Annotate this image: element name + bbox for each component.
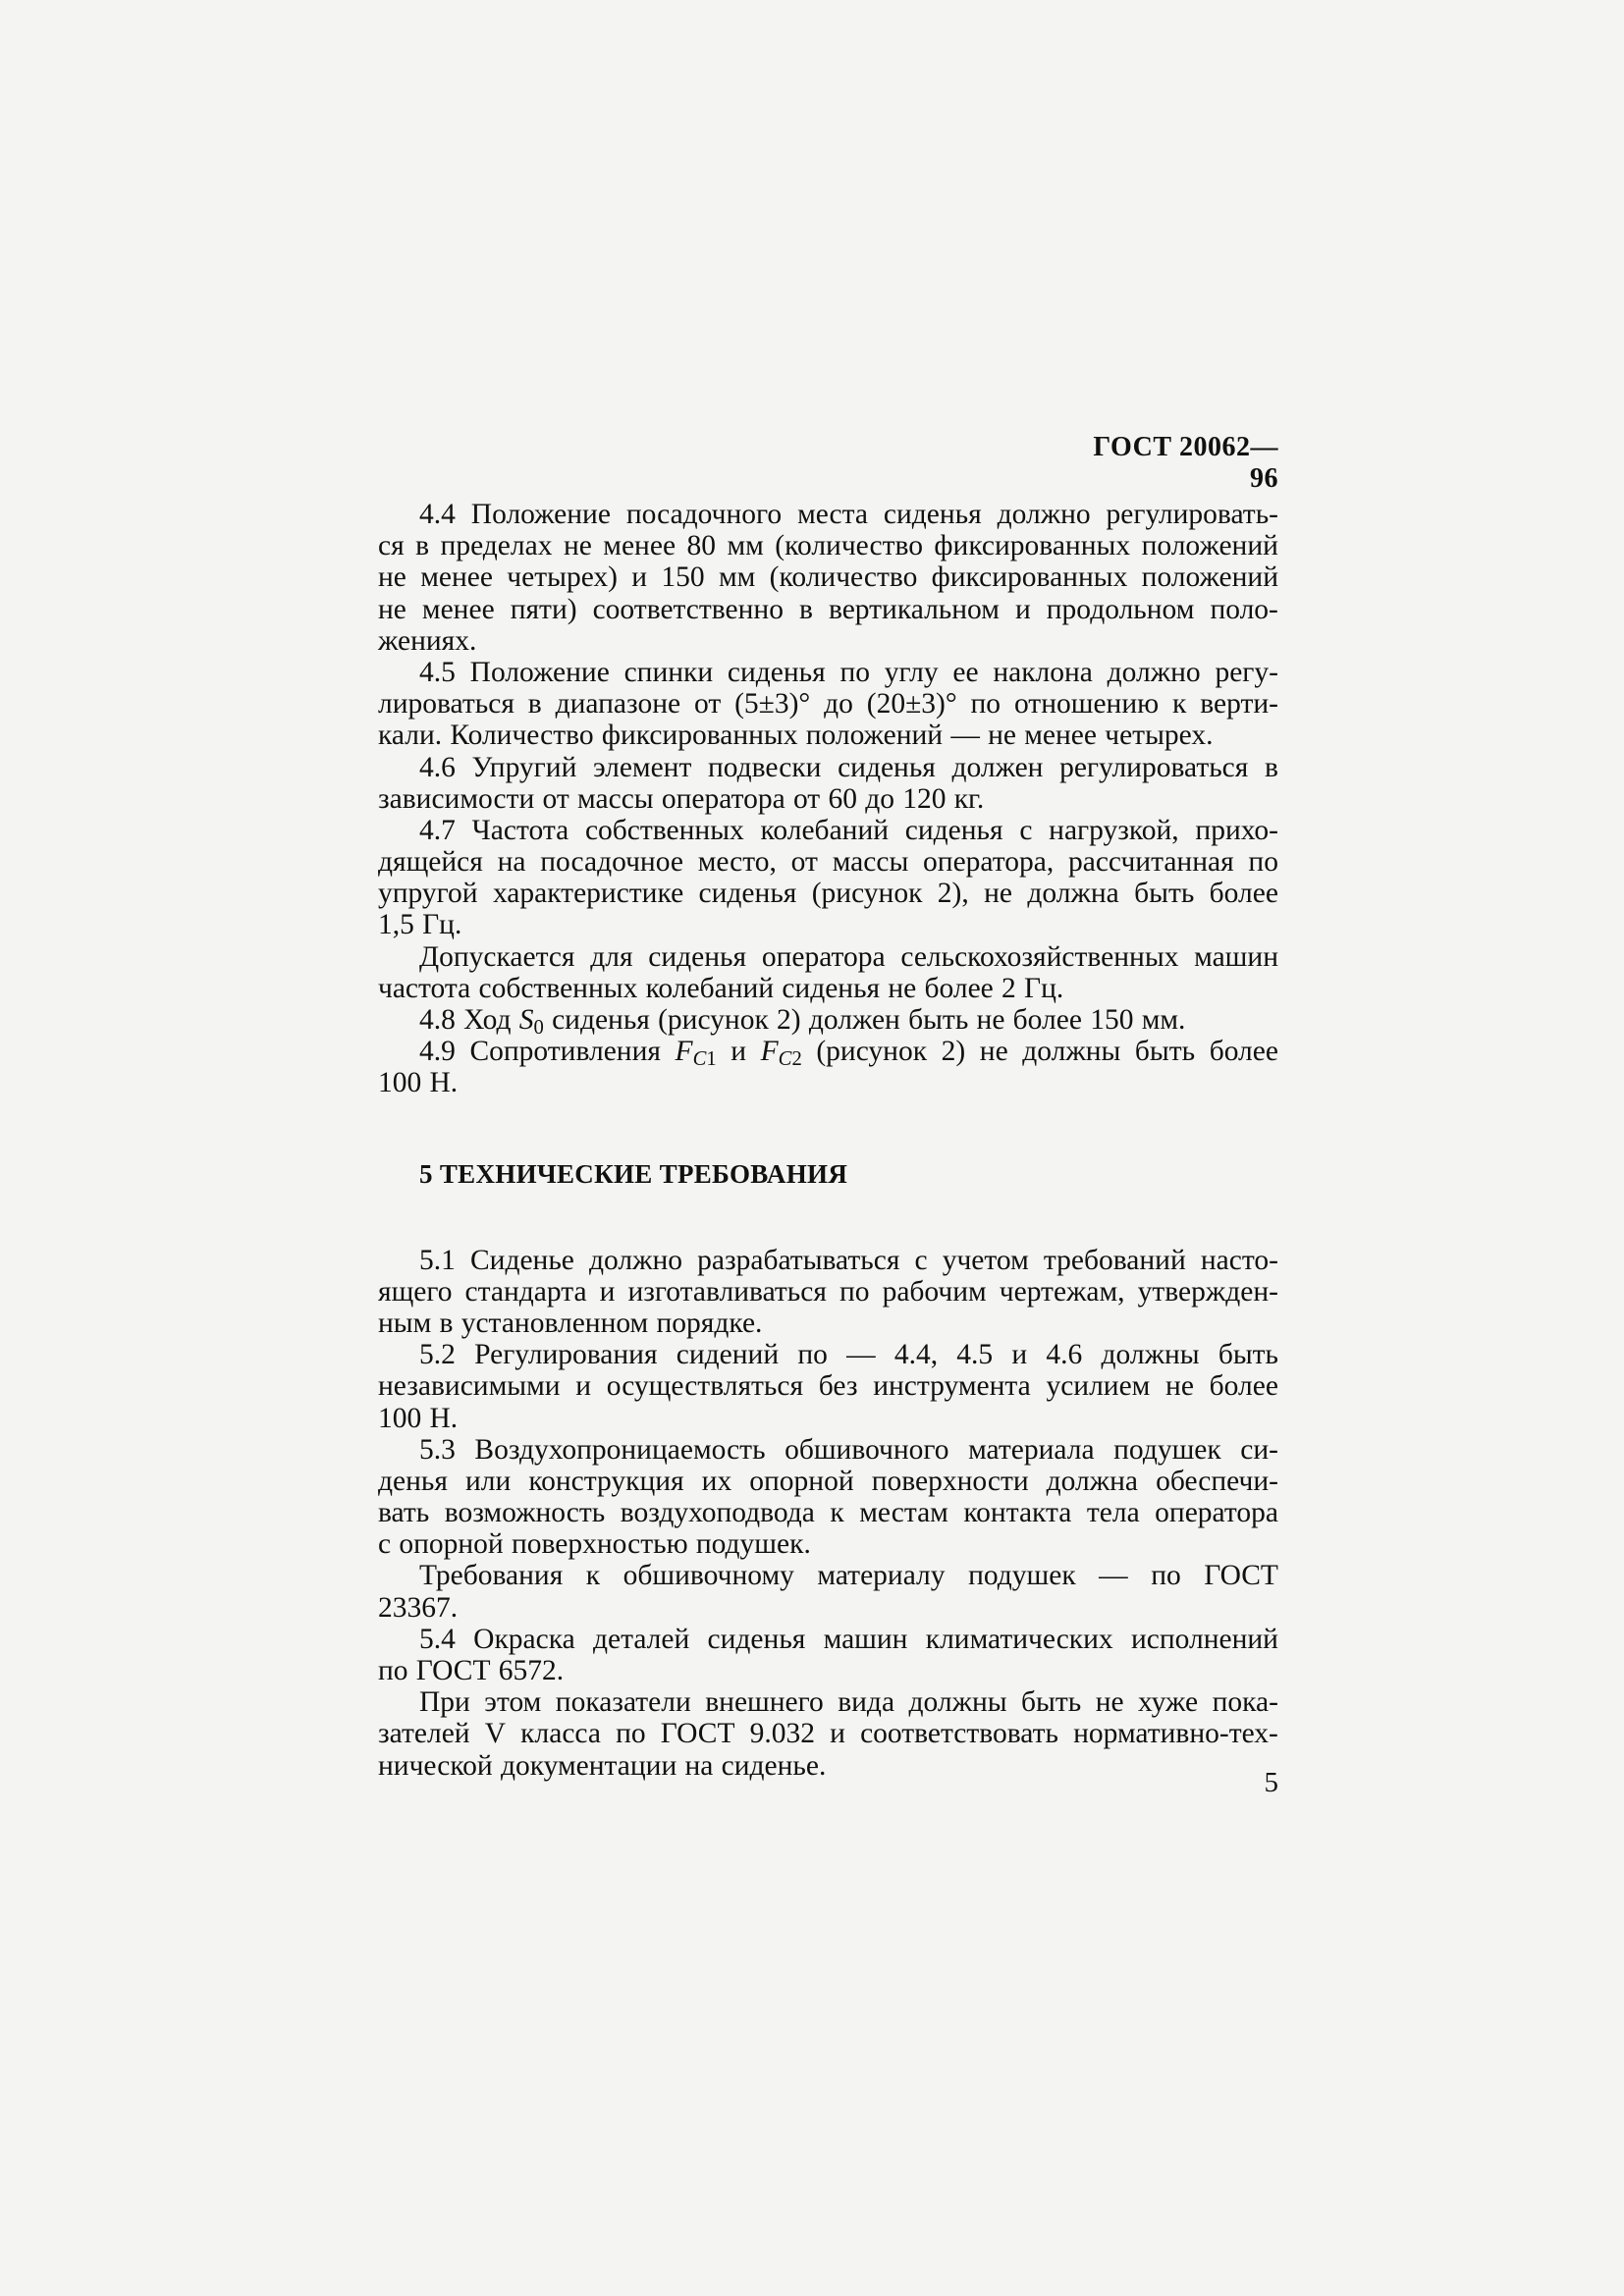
text-line: Допускается для сиденья оператора сельскохозяйственных машин xyxy=(419,940,1278,973)
document-body xyxy=(378,499,1278,1782)
page-number: 5 xyxy=(1264,1767,1278,1798)
text-line: При этом показатели внешнего вида должны быть не хуже пока- xyxy=(419,1686,1278,1719)
paragraph-p4-5 xyxy=(378,657,1278,752)
paragraph-p5-3b xyxy=(378,1560,1278,1623)
text-line: кали. Количество фиксированных положений — не менее четырех. xyxy=(378,720,1214,752)
text-line: 100 Н. xyxy=(378,1067,459,1099)
paragraph-p4-4 xyxy=(378,499,1278,657)
text-line: 5.3 Воздухопроницаемость обшивочного материала подушек си- xyxy=(419,1433,1278,1466)
paragraph-p5-2 xyxy=(378,1339,1278,1434)
text-line: 1,5 Гц. xyxy=(378,909,462,941)
text-line: 5.4 Окраска деталей сиденья машин климатических исполнений xyxy=(419,1623,1278,1655)
text-line: зателей V класса по ГОСТ 9.032 и соответствовать нормативно-тех- xyxy=(378,1718,1278,1750)
text-line: 5.2 Регулирования сидений по — 4.4, 4.5 и 4.6 должны быть xyxy=(419,1339,1278,1371)
paragraph-p5-1 xyxy=(378,1245,1278,1340)
text-line: нической документации на сиденье. xyxy=(378,1749,827,1782)
text-line: 4.4 Положение посадочного места сиденья должно регулировать- xyxy=(419,499,1278,530)
text-line: зависимости от массы оператора от 60 до 120 кг. xyxy=(378,782,985,815)
paragraph-p4-9 xyxy=(378,1036,1278,1098)
paragraph-p4-7b xyxy=(378,941,1278,1004)
paragraph-p5-4 xyxy=(378,1624,1278,1686)
text-line: ным в установленном порядке. xyxy=(378,1307,763,1339)
text-line: ся в пределах не менее 80 мм (количество фиксированных положений xyxy=(378,530,1278,562)
text-line: с опорной поверхностью подушек. xyxy=(378,1528,811,1561)
text-line: не менее четырех) и 150 мм (количество фиксированных положений xyxy=(378,561,1278,594)
paragraph-p4-7 xyxy=(378,815,1278,941)
text-line: вать возможность воздухоподвода к местам контакта тела оператора xyxy=(378,1497,1278,1529)
text-line: денья или конструкция их опорной поверхности должна обеспечи- xyxy=(378,1465,1278,1497)
paragraph-p5-4b xyxy=(378,1686,1278,1782)
paragraph-p5-3 xyxy=(378,1434,1278,1561)
text-line: жениях. xyxy=(378,624,477,657)
text-line: 4.7 Частота собственных колебаний сиденья с нагрузкой, прихо- xyxy=(419,814,1278,846)
text-line: по ГОСТ 6572. xyxy=(378,1655,565,1686)
text-line: 4.5 Положение спинки сиденья по углу ее наклона должно регу- xyxy=(419,656,1278,688)
text-line: 4.6 Упругий элемент подвески сиденья должен регулироваться в xyxy=(419,751,1278,783)
standard-header: ГОСТ 20062—96 xyxy=(1093,432,1278,494)
text-line: независимыми и осуществляться без инструмента усилием не более xyxy=(378,1370,1278,1403)
text-line: Требования к обшивочному материалу подушек — по ГОСТ xyxy=(419,1560,1278,1592)
text-line: 23367. xyxy=(378,1591,459,1624)
text-line: 4.9 Сопротивления $F_{C1}$ и $F_{C2}$ (рисунок 2) не должны быть более xyxy=(419,1036,1278,1071)
text-line: ящего стандарта и изготавливаться по рабочим чертежам, утвержден- xyxy=(378,1275,1278,1308)
paragraph-p4-8 xyxy=(378,1004,1278,1040)
text-line: 5.1 Сиденье должно разрабатываться с учетом требований насто- xyxy=(419,1244,1278,1276)
text-line: упругой характеристике сиденья (рисунок 2), не должна быть более xyxy=(378,878,1278,910)
text-line: 4.8 Ход $S_0$ сиденья (рисунок 2) должен быть не более 150 мм. xyxy=(419,1004,1186,1040)
section-heading: 5 ТЕХНИЧЕСКИЕ ТРЕБОВАНИЯ xyxy=(419,1158,848,1189)
text-line: лироваться в диапазоне от (5±3)° до (20±3)° по отношению к верти- xyxy=(378,688,1278,721)
text-line: не менее пяти) соответственно в вертикальном и продольном поло- xyxy=(378,593,1278,625)
paragraph-p4-6 xyxy=(378,752,1278,815)
text-line: частота собственных колебаний сиденья не более 2 Гц. xyxy=(378,972,1064,1004)
text-line: 100 Н. xyxy=(378,1402,459,1434)
text-line: дящейся на посадочное место, от массы оператора, рассчитанная по xyxy=(378,846,1278,879)
